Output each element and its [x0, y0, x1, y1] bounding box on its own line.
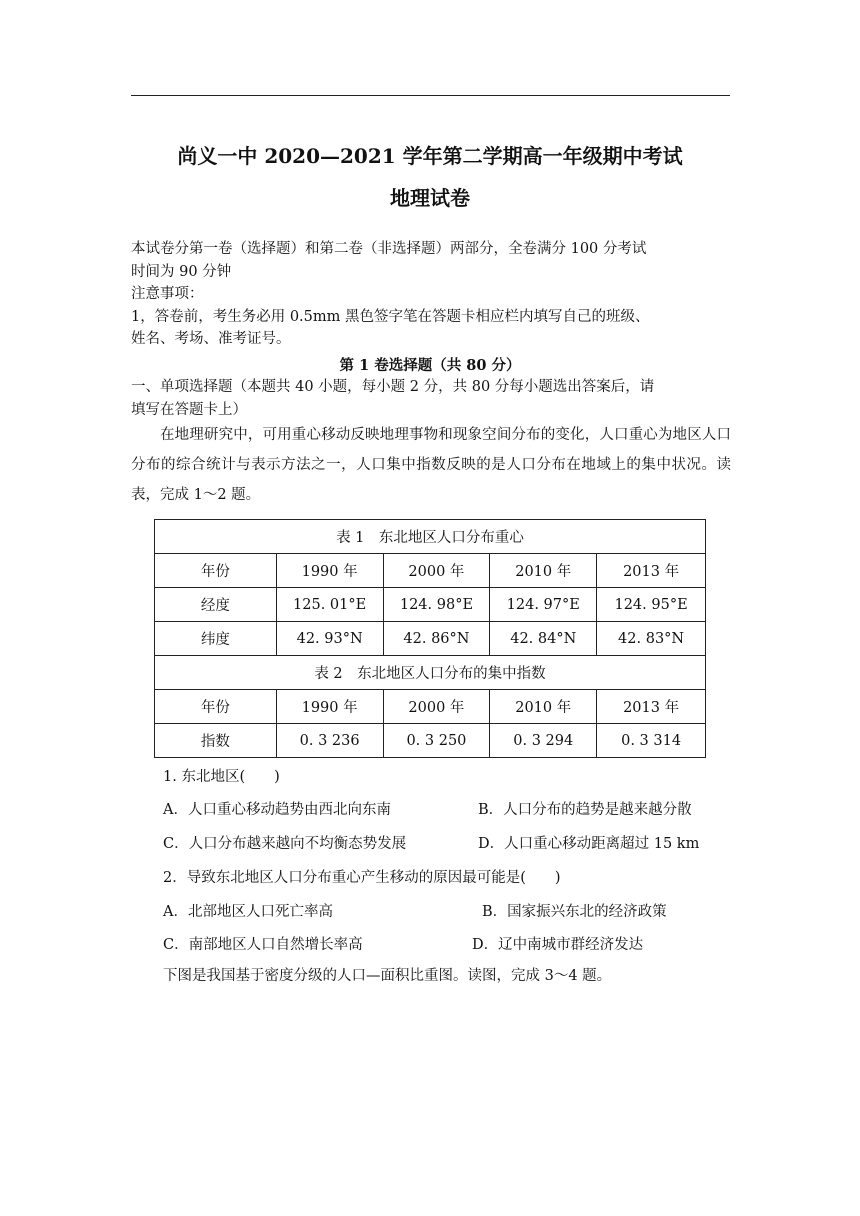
reading-passage: 在地理研究中，可用重心移动反映地理事物和现象空间分布的变化，人口重心为地区人口分布的综合统计与表示方法之一，人口集中指数反映的是人口分布在地域上的集中状况。读表，完成 1～2 题。 [131, 427, 731, 503]
table-cell: 2013 年 [597, 554, 706, 588]
section-instr-line: 填写在答题卡上） [131, 401, 247, 418]
table1-caption: 表 1 东北地区人口分布重心 [155, 520, 706, 554]
table-cell: 42. 84°N [490, 622, 597, 656]
table-cell: 124. 97°E [490, 588, 597, 622]
intro-line: 时间为 90 分钟 [131, 263, 232, 280]
intro-line: 本试卷分第一卷（选择题）和第二卷（非选择题）两部分，全卷满分 100 分考试 [131, 241, 647, 257]
table-row [155, 622, 706, 656]
table-caption-row [155, 520, 706, 554]
table-cell: 42. 93°N [276, 622, 383, 656]
table-cell: 0. 3 294 [490, 724, 597, 758]
table2-caption: 表 2 东北地区人口分布的集中指数 [155, 656, 706, 690]
question-2-stem: 2．导致东北地区人口分布重心产生移动的原因最可能是( ) [163, 870, 561, 886]
table-caption-row [155, 656, 706, 690]
table-row [155, 724, 706, 758]
next-question-intro: 下图是我国基于密度分级的人口—面积比重图。读图，完成 3～4 题。 [163, 968, 612, 984]
exam-subtitle: 地理试卷 [390, 186, 470, 210]
table-cell: 42. 83°N [597, 622, 706, 656]
table-cell: 0. 3 236 [276, 724, 383, 758]
table-row [155, 588, 706, 622]
table-cell: 1990 年 [276, 554, 383, 588]
question-2-option-c: C．南部地区人口自然增长率高 [163, 937, 363, 953]
notice-label: 注意事项： [131, 286, 204, 302]
table-cell: 42. 86°N [383, 622, 490, 656]
table-row [155, 554, 706, 588]
table-cell: 2010 年 [490, 690, 597, 724]
section-instr-line: 一、单项选择题（本题共 40 小题，每小题 2 分，共 80 分每小题选出答案后，请 [131, 379, 655, 395]
table-cell: 年份 [155, 554, 277, 588]
table-cell: 2000 年 [383, 690, 490, 724]
question-1-option-d: D．人口重心移动距离超过 15 km [478, 836, 700, 852]
table-cell: 年份 [155, 690, 277, 724]
table-cell: 124. 95°E [597, 588, 706, 622]
question-1-stem: 1. 东北地区( ) [163, 769, 280, 785]
table-cell: 125. 01°E [276, 588, 383, 622]
table-cell: 2010 年 [490, 554, 597, 588]
question-1-option-c: C．人口分布越来越向不均衡态势发展 [163, 836, 407, 852]
header-rule [131, 95, 730, 96]
table-row [155, 690, 706, 724]
exam-instructions [131, 238, 731, 351]
section-heading: 第 1 卷选择题（共 80 分） [339, 357, 521, 374]
table-cell: 124. 98°E [383, 588, 490, 622]
notice-item: 1，答卷前，考生务必用 0.5mm 黑色签字笔在答题卡相应栏内填写自己的班级、 [131, 308, 650, 325]
table-cell: 1990 年 [276, 690, 383, 724]
question-2-option-d: D．辽中南城市群经济发达 [472, 937, 644, 953]
table-cell: 纬度 [155, 622, 277, 656]
data-tables [154, 519, 706, 758]
question-2-option-b: B．国家振兴东北的经济政策 [482, 904, 667, 920]
question-2-option-a: A．北部地区人口死亡率高 [163, 904, 333, 920]
table-cell: 0. 3 314 [597, 724, 706, 758]
notice-item: 姓名、考场、准考证号。 [131, 331, 291, 347]
table-cell: 0. 3 250 [383, 724, 490, 758]
table-cell: 2000 年 [383, 554, 490, 588]
exam-title: 尚义一中 2020—2021 学年第二学期高一年级期中考试 [177, 144, 683, 168]
question-1-option-b: B．人口分布的趋势是越来越分散 [478, 802, 692, 818]
table-cell: 经度 [155, 588, 277, 622]
section-instructions [131, 376, 731, 421]
table-cell: 指数 [155, 724, 277, 758]
table-cell: 2013 年 [597, 690, 706, 724]
question-1-option-a: A．人口重心移动趋势由西北向东南 [163, 802, 391, 818]
